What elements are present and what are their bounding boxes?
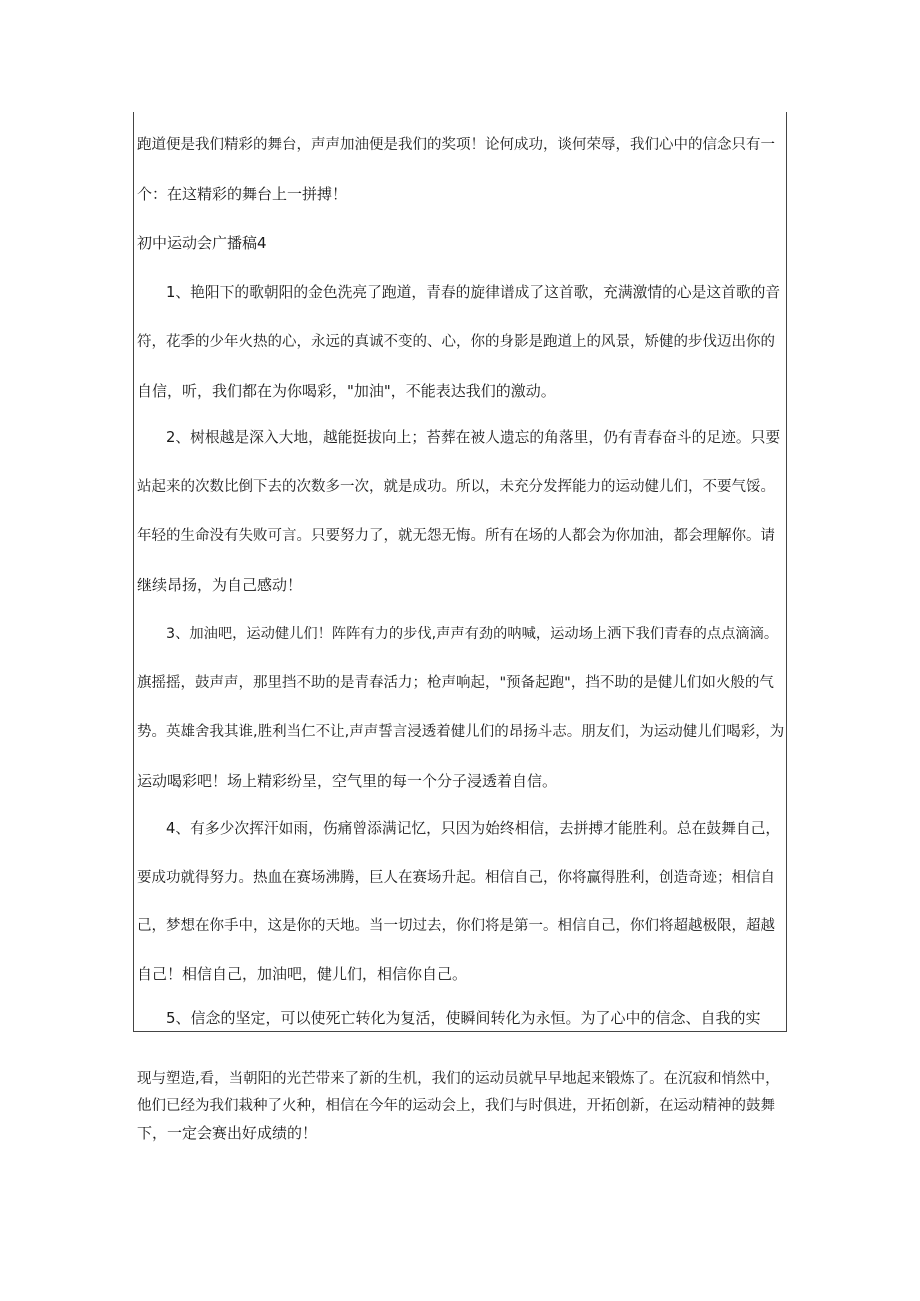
text-line: 年轻的生命没有失败可言。只要努力了，就无怨无悔。所有在场的人都会为你加油，都会理解你。请 <box>137 528 775 544</box>
text-line: 自信，听，我们都在为你喝彩，"加油"，不能表达我们的激动。 <box>137 382 556 400</box>
text-line: 个：在这精彩的舞台上一拼搏！ <box>137 185 348 203</box>
paragraph-start-5: 5、信念的坚定，可以使死亡转化为复活，使瞬间转化为永恒。为了心中的信念、自我的实 <box>166 1009 761 1027</box>
text-line: 现与塑造,看，当朝阳的光芒带来了新的生机，我们的运动员就早早地起来锻炼了。在沉寂和悄然中， <box>137 1071 780 1087</box>
text-line: 他们已经为我们栽种了火种，相信在今年的运动会上，我们与时俱进，开拓创新，在运动精神的鼓舞 <box>137 1098 775 1114</box>
text-line: 下，一定会赛出好成绩的！ <box>137 1124 318 1142</box>
text-line: 要成功就得努力。热血在赛场沸腾，巨人在赛场升起。相信自己，你将赢得胜利，创造奇迹；相信自 <box>137 870 775 886</box>
paragraph-start-1: 1、艳阳下的歌朝阳的金色洗亮了跑道，青春的旋律谱成了这首歌，充满激情的心是这首歌的音 <box>166 284 781 301</box>
text-line: 己，梦想在你手中，这是你的天地。当一切过去，你们将是第一。相信自己，你们将超越极限，超越 <box>137 918 775 934</box>
text-line: 符，花季的少年火热的心，永远的真诚不变的、心，你的身影是跑道上的风景，矫健的步伐迈出你的 <box>137 334 775 350</box>
text-line: 运动喝彩吧！场上精彩纷呈，空气里的每一个分子浸透着自信。 <box>137 772 558 790</box>
section-heading: 初中运动会广播稿4 <box>137 234 267 252</box>
text-line: 旗摇摇，鼓声声，那里挡不助的是青春活力；枪声响起，"预备起跑"，挡不助的是健儿们如火般的气 <box>137 675 774 691</box>
text-line: 继续昂扬，为自己感动！ <box>137 576 303 594</box>
paragraph-start-2: 2、树根越是深入大地，越能挺拔向上；苔葬在被人遗忘的角落里，仍有青春奋斗的足迹。只要 <box>166 429 781 446</box>
paragraph-start-4: 4、有多少次挥汗如雨，伤痛曾添满记忆，只因为始终相信，去拼搏才能胜利。总在鼓舞自己， <box>166 820 781 837</box>
paragraph-start-3: 3、加油吧，运动健儿们！阵阵有力的步伐,声声有劲的呐喊，运动场上洒下我们青春的点点滴滴。 <box>166 626 779 642</box>
text-line: 自己！相信自己，加油吧，健儿们，相信你自己。 <box>137 965 468 983</box>
text-line: 站起来的次数比倒下去的次数多一次，就是成功。所以，未充分发挥能力的运动健儿们，不要气馁。 <box>137 479 775 495</box>
text-line: 势。英雄舍我其谁,胜利当仁不让,声声誓言浸透着健儿们的昂扬斗志。朋友们，为运动健儿们喝彩，为 <box>137 724 785 740</box>
text-line: 跑道便是我们精彩的舞台，声声加油便是我们的奖项！论何成功，谈何荣辱，我们心中的信念只有一 <box>137 137 775 153</box>
